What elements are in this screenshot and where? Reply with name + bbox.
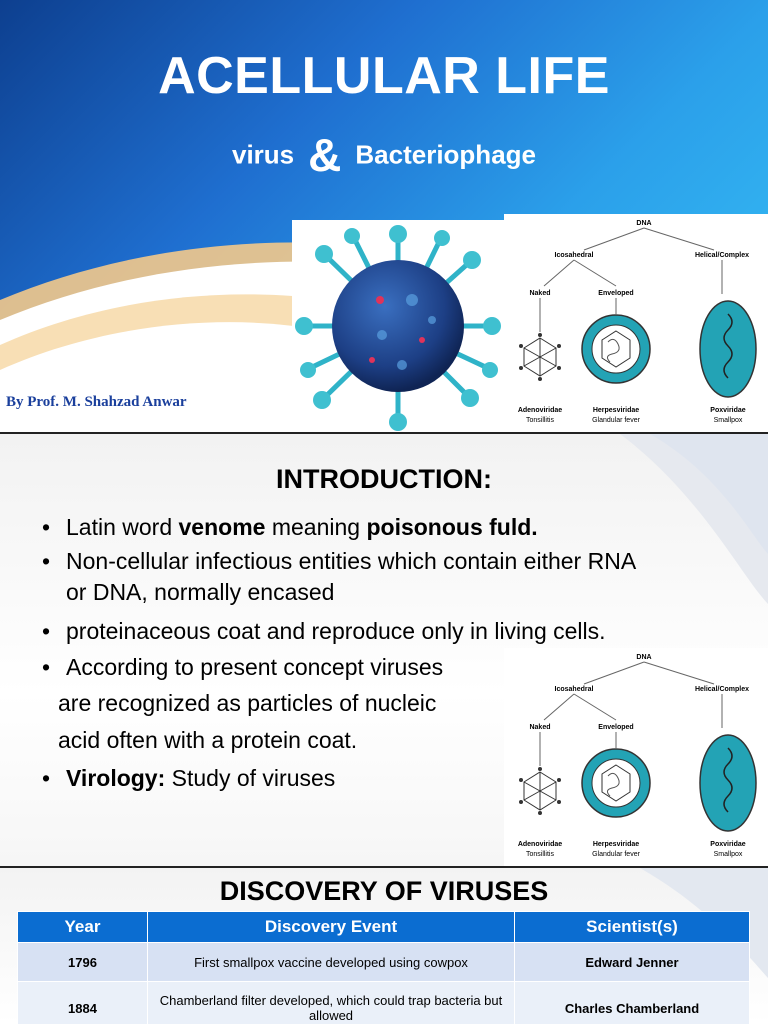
cell-year: 1796 [18, 943, 148, 982]
family-adenoviridae: Adenoviridae [517, 407, 563, 414]
cell-event: First smallpox vaccine developed using cowpox [148, 943, 515, 982]
subtitle [0, 128, 768, 182]
icosahedral-label: Icosahedral [554, 252, 594, 259]
family-adenoviridae: Adenoviridae [517, 841, 563, 848]
column-header-scientist: Scientist(s) [515, 912, 750, 943]
enveloped-label: Enveloped [598, 290, 634, 297]
subtitle-virus: virus [232, 139, 295, 170]
column-header-event: Discovery Event [148, 912, 515, 943]
helical-label: Helical/Complex [694, 252, 750, 259]
discovery-slide [0, 868, 768, 1024]
helical-label: Helical/Complex [694, 686, 750, 693]
disease-tonsillitis: Tonsillitis [525, 851, 555, 858]
disease-smallpox: Smallpox [713, 417, 743, 424]
virus-classification-diagram [504, 214, 768, 432]
cell-scientist: Charles Chamberland [515, 982, 750, 1024]
naked-label: Naked [529, 290, 551, 297]
subtitle-bacteriophage: Bacteriophage [355, 139, 536, 170]
icosahedral-label: Icosahedral [554, 686, 594, 693]
family-poxviridae: Poxviridae [710, 841, 746, 848]
coronavirus-illustration [292, 220, 504, 432]
disease-tonsillitis: Tonsillitis [525, 417, 555, 424]
introduction-slide: INTRODUCTION: • Latin word venome meaning poisonous fuld. • Non-cellular infectious entities which contain either RNA or DNA, normally encased • proteinaceous coat and reproduce only in living cells. • According to present concept viruses are recognized as particles of nucleic acid often with a protein coat. • Virology: Study of viruses DNA Icosahedral Helical/Complex Naked Enveloped Adenoviridae Tonsillitis Herpesviridae Glandular fever Poxviridae Smallpox [0, 434, 768, 866]
table-row [18, 982, 750, 1024]
title-slide [0, 0, 768, 432]
page-title: ACELLULAR LIFE [158, 47, 610, 105]
table-header-row [18, 912, 750, 943]
section-heading: DISCOVERY OF VIRUSES [219, 876, 549, 906]
disease-glandular-fever: Glandular fever [592, 417, 640, 424]
table-row [18, 943, 750, 982]
family-poxviridae: Poxviridae [710, 407, 746, 414]
dna-label: DNA [636, 220, 652, 227]
virus-classification-diagram [504, 648, 768, 866]
subtitle-ampersand: & [308, 129, 342, 181]
disease-smallpox: Smallpox [713, 851, 743, 858]
cell-year: 1884 [18, 982, 148, 1024]
cell-event: Chamberland filter developed, which could trap bacteria but allowed [148, 982, 515, 1024]
family-herpesviridae: Herpesviridae [592, 407, 640, 414]
disease-glandular-fever: Glandular fever [592, 851, 640, 858]
discovery-table [17, 911, 750, 1024]
enveloped-label: Enveloped [598, 724, 634, 731]
column-header-year: Year [18, 912, 148, 943]
family-herpesviridae: Herpesviridae [592, 841, 640, 848]
dna-label: DNA [636, 654, 652, 661]
author-credit: By Prof. M. Shahzad Anwar [6, 394, 187, 410]
section-heading: INTRODUCTION: [276, 464, 492, 494]
cell-scientist: Edward Jenner [515, 943, 750, 982]
naked-label: Naked [529, 724, 551, 731]
